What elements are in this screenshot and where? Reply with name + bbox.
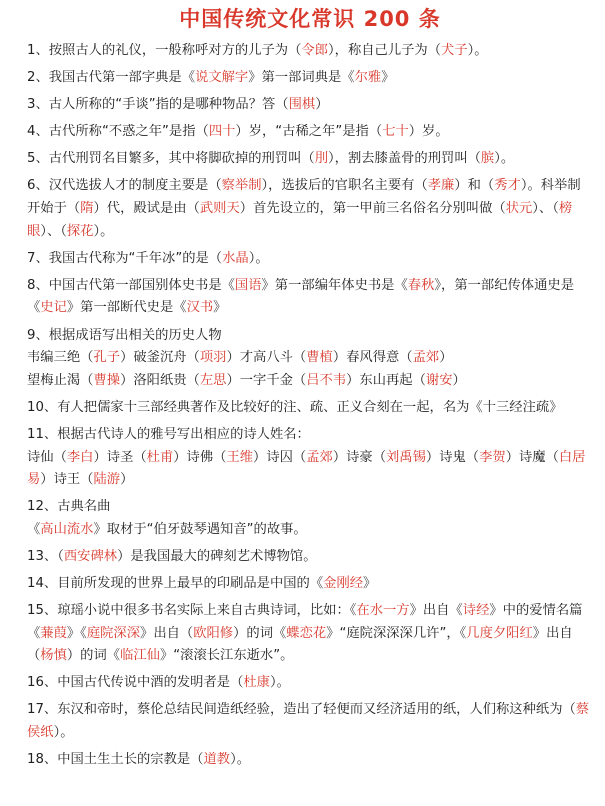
question-text: ） (315, 97, 329, 113)
answer-text: 尔雅 (354, 70, 382, 86)
question-text: ）春风得意（ (332, 350, 413, 366)
question-item (27, 148, 593, 171)
answer-text: 七十 (382, 124, 409, 140)
question-text: ）诗鬼（ (425, 449, 480, 465)
answer-text: 庭院深深 (86, 625, 141, 641)
question-text: 》取材于“伯牙鼓琴遇知音”的故事。 (93, 521, 307, 537)
question-text: 》第一部编年体史书是《 (261, 277, 408, 293)
answer-text: 金刚经 (323, 575, 364, 591)
question-text: ）。 (230, 752, 251, 768)
answer-text: 四十 (208, 124, 236, 140)
question-text: 》 (363, 575, 377, 591)
answer-text: 高山流水 (40, 521, 94, 537)
answer-text: 蔡侯纸 (27, 702, 590, 741)
answer-text: 隋 (80, 201, 94, 217)
question-text: 10、有人把儒家十三部经典著作及比较好的注、疏、正义合刻在一起，名为《十三经注疏》 (27, 399, 563, 415)
answer-text: 李贺 (479, 449, 506, 465)
answer-text: 孝廉 (427, 178, 455, 194)
question-text: ） (452, 372, 466, 388)
question-item (27, 447, 593, 492)
answer-text: 诗经 (462, 603, 490, 619)
question-text: 望梅止渴（ (27, 372, 94, 388)
question-text: 》出自《 (409, 603, 463, 619)
answer-text: 曹操 (93, 372, 121, 388)
question-text: 2、我国古代第一部字典是《 (27, 70, 196, 86)
answer-text: 王维 (226, 449, 254, 465)
question-text: 9、根据成语写出相关的历史人物 (27, 327, 222, 343)
question-text: 18、中国土生土长的宗教是（ (27, 752, 204, 768)
question-text: 韦编三绝（ (27, 350, 94, 366)
question-text: 》第一部断代史是《 (66, 300, 187, 316)
question-text: 》第一部词典是《 (248, 70, 355, 86)
question-item (27, 325, 593, 348)
question-text: ）诗囚（ (253, 449, 307, 465)
answer-text: 吕不韦 (306, 372, 347, 388)
question-text: ）的词《 (66, 648, 121, 664)
question-text: 15、琼瑶小说中很多书名实际上来自古典诗词，比如：《 (27, 603, 357, 619)
question-text: 12、古典名曲 (27, 499, 111, 515)
question-text: ）东山再起（ (346, 372, 426, 388)
answer-text: 刖 (314, 151, 328, 167)
question-text: 17、东汉和帝时，蔡伦总结民间造纸经验，造出了轻便而又经济适用的纸，人们称这种纸为（ (27, 702, 576, 718)
question-text: ）诗魔（ (505, 449, 559, 465)
answer-text: 围棋 (288, 97, 316, 113)
question-text: ）。 (93, 223, 114, 239)
question-text: ）一字千金（ (226, 372, 307, 388)
question-text: 诗仙（ (27, 449, 67, 465)
answer-text: 说文解字 (195, 70, 249, 86)
answer-text: 陆游 (93, 472, 121, 488)
answer-text: 项羽 (199, 350, 227, 366)
answer-text: 犬子 (441, 43, 468, 58)
question-text: ），割去膝盖骨的刑罚叫（ (328, 151, 481, 167)
question-item (27, 40, 593, 63)
question-text: ）是我国最大的碑刻艺术博物馆。 (117, 548, 317, 564)
question-text: ）首先设立的，第一甲前三名俗名分别叫做（ (239, 201, 506, 217)
question-text: ）的词《 (233, 625, 287, 641)
question-item (27, 94, 593, 117)
question-item (27, 519, 593, 542)
question-text: 》，第一部纪传体通史是《 (27, 277, 574, 316)
question-text: 》《 (66, 625, 87, 641)
question-text: ）岁，“古稀之年”是指（ (235, 124, 383, 140)
answer-text: 探花 (66, 223, 94, 239)
question-item (27, 347, 593, 370)
answer-text: 左思 (199, 372, 227, 388)
answer-text: 武则天 (199, 201, 240, 217)
question-item (27, 699, 593, 744)
answer-text: 膑 (480, 151, 495, 167)
question-item (27, 175, 593, 243)
answer-text: 杨慎 (40, 648, 67, 664)
question-text: 《 (27, 521, 41, 537)
answer-text: 令郎 (301, 43, 328, 58)
question-text: ） (439, 350, 453, 366)
question-text: ）。 (53, 725, 74, 741)
question-text: ）。 (248, 250, 269, 266)
answer-text: 临江仙 (120, 648, 160, 664)
question-text: ）破釜沉舟（ (120, 350, 200, 366)
page-title: 中国传统文化常识 200 条 (179, 7, 441, 31)
question-text: ）、（ (532, 201, 559, 217)
question-text: 》 (213, 300, 227, 316)
answer-text: 孔子 (93, 350, 121, 366)
question-item (27, 121, 593, 144)
question-text: ）诗王（ (40, 472, 94, 488)
question-text: 8、中国古代第一部国别体史书是《 (27, 277, 235, 293)
answer-text: 察举制 (221, 178, 262, 194)
question-text: 14、目前所发现的世界上最早的印刷品是中国的《 (27, 575, 324, 591)
question-text: 16、中国古代传说中酒的发明者是（ (27, 675, 244, 691)
answer-text: 西安碑林 (63, 548, 118, 564)
answer-text: 水晶 (222, 250, 249, 266)
question-item (27, 546, 593, 569)
question-list (27, 40, 593, 772)
answer-text: 秀才 (494, 178, 521, 194)
answer-text: 蝶恋花 (286, 625, 327, 641)
question-text: ）。 (269, 675, 290, 691)
question-text: ）。科举制开始于（ (27, 178, 581, 217)
question-text: ）诗豪（ (332, 449, 387, 465)
answer-text: 榜眼 (27, 201, 573, 239)
question-text: ）诗圣（ (93, 449, 147, 465)
question-text: 7、我国古代称为“千年冰”的是（ (27, 250, 223, 266)
question-text: ）。 (467, 43, 488, 58)
question-item (27, 67, 593, 90)
answer-text: 刘禹锡 (386, 449, 426, 465)
question-text: ），选拔后的官职名主要有（ (261, 178, 428, 194)
answer-text: 孟郊 (412, 350, 440, 366)
question-text: 》出自（ (27, 625, 573, 664)
answer-text: 春秋 (407, 277, 435, 293)
question-text: ）才高八斗（ (226, 350, 307, 366)
question-item (27, 573, 593, 596)
question-text: ）、（ (40, 223, 67, 239)
question-text: 13、（ (27, 548, 64, 564)
answer-text: 几度夕阳红 (466, 625, 533, 641)
answer-text: 在水一方 (356, 603, 410, 619)
question-item (27, 370, 593, 393)
answer-text: 孟郊 (306, 449, 333, 465)
question-text: 11、根据古代诗人的雅号写出相应的诗人姓名： (27, 426, 310, 442)
answer-text: 道教 (203, 752, 231, 768)
answer-text: 状元 (505, 201, 533, 217)
question-item (27, 397, 593, 420)
question-item (27, 672, 593, 695)
question-text: 》“滚滚长江东逝水”。 (159, 648, 294, 664)
question-item (27, 275, 593, 320)
question-item (27, 749, 593, 772)
answer-text: 蒹葭 (40, 625, 67, 641)
answer-text: 杜康 (243, 675, 270, 691)
question-text: 》出自（ (140, 625, 194, 641)
question-text: 》 (381, 70, 395, 86)
answer-text: 白居易 (27, 449, 586, 488)
question-text: 1、按照古人的礼仪，一般称呼对方的儿子为（ (27, 43, 302, 58)
question-text: 》中的爱情名篇《 (27, 603, 583, 641)
question-item (27, 248, 593, 271)
question-text: ）诗佛（ (173, 449, 227, 465)
question-item (27, 600, 593, 668)
question-item (27, 424, 593, 447)
question-item (27, 496, 593, 519)
question-text: ）洛阳纸贵（ (120, 372, 200, 388)
answer-text: 史记 (40, 300, 67, 316)
question-text: ）岁。 (408, 124, 449, 140)
answer-text: 国语 (234, 277, 262, 293)
answer-text: 李白 (66, 449, 94, 465)
question-text: 6、汉代选拔人才的制度主要是（ (27, 178, 222, 194)
answer-text: 杜甫 (146, 449, 174, 465)
answer-text: 曹植 (306, 350, 333, 366)
question-text: ）和（ (454, 178, 495, 194)
answer-text: 谢安 (425, 372, 453, 388)
question-text: 5、古代刑罚名目繁多，其中将脚砍掉的刑罚叫（ (27, 151, 315, 167)
question-text: 》“庭院深深深几许”，《 (326, 625, 467, 641)
question-text: 4、古代所称“不惑之年”是指（ (27, 124, 209, 140)
question-text: ）。 (494, 151, 515, 167)
question-text: ） (120, 472, 134, 488)
question-text: ）代，殿试是由（ (93, 201, 200, 217)
answer-text: 欧阳修 (193, 625, 234, 641)
question-text: 3、古人所称的“手谈”指的是哪种物品？答（ (27, 97, 289, 113)
answer-text: 汉书 (186, 300, 214, 316)
question-text: ），称自己儿子为（ (328, 43, 442, 58)
